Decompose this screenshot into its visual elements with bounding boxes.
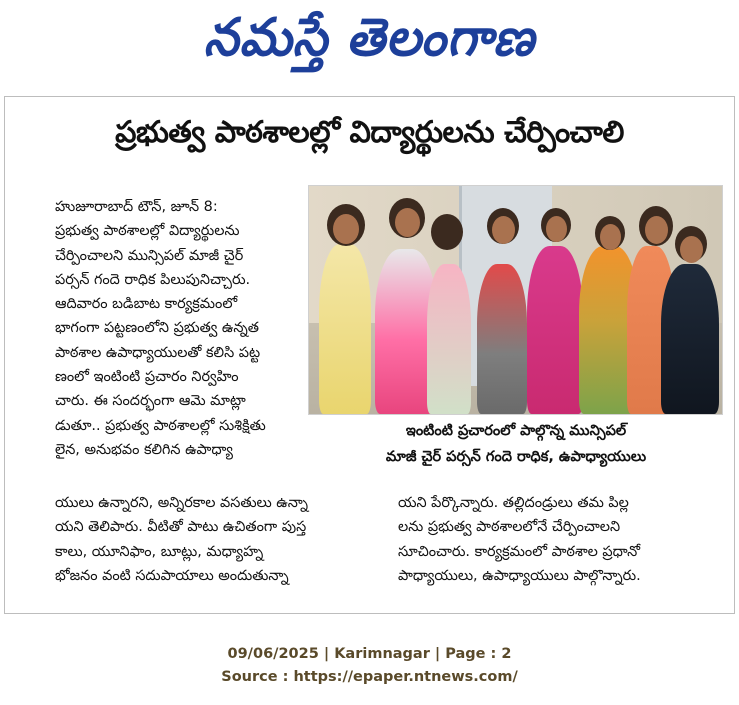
body-line: యని పేర్కొన్నారు. తల్లిదండ్రులు తమ పిల్ల <box>398 495 629 511</box>
caption-line: ఇంటింటి ప్రచారంలో పాల్గొన్న మున్సిపల్ <box>405 423 627 439</box>
body-line: చేర్పించాలని మున్సిపల్ మాజీ చైర్ <box>55 247 244 264</box>
body-line: భాగంగా పట్టణంలోని ప్రభుత్వ ఉన్నత <box>55 320 259 337</box>
photo-person <box>477 264 527 414</box>
footer-date-edition: 09/06/2025 | Karimnagar | Page : 2 <box>227 646 512 662</box>
body-line: లైన, అనుభవం కలిగిన ఉపాధ్యా <box>55 441 233 458</box>
body-line: లను ప్రభుత్వ పాఠశాలలోనే చేర్పించాలని <box>398 519 621 536</box>
body-line: హుజూరాబాద్ టౌన్, జూన్ 8: <box>55 199 218 215</box>
article-right-column <box>398 491 722 588</box>
photo-person-head <box>431 214 463 250</box>
body-line: సూచించారు. కార్యక్రమంలో పాఠశాల ప్రధానో <box>398 543 641 560</box>
newspaper-title: నమస్తే తెలంగాణ <box>203 8 536 68</box>
body-line: పర్సన్ గందె రాధిక పిలుపునిచ్చారు. <box>55 271 251 288</box>
photo-person-face <box>492 216 515 244</box>
body-line: చారు. ఈ సందర్భంగా ఆమె మాట్లా <box>55 393 246 410</box>
photo-person-face <box>333 214 359 244</box>
masthead <box>0 0 739 78</box>
body-line: ప్రభుత్వ పాఠశాలల్లో విద్యార్థులను <box>55 223 240 240</box>
caption-line: మాజీ చైర్ పర్సన్ గందె రాధిక, ఉపాధ్యాయులు <box>385 449 647 465</box>
body-line: పాఠశాల ఉపాధ్యాయులతో కలిసి పట్ట <box>55 344 261 361</box>
photo-caption <box>310 418 722 470</box>
body-line: డుతూ.. ప్రభుత్వ పాఠశాలల్లో సుశిక్షితు <box>55 417 266 434</box>
photo-person-face <box>546 216 567 242</box>
photo-person <box>661 264 719 414</box>
photo-person <box>319 244 371 414</box>
body-line: యని తెలిపారు. వీటితో పాటు ఉచితంగా పుస్త <box>55 519 307 536</box>
photo-person-face <box>395 208 420 237</box>
body-line: కాలు, యూనిఫాం, బూట్లు, మధ్యాహ్న <box>55 543 264 560</box>
photo-person-face <box>645 216 668 244</box>
article-clipping <box>4 96 735 614</box>
body-line: ణంలో ఇంటింటి ప్రచారం నిర్వహిం <box>55 369 239 386</box>
article-photo <box>308 185 723 415</box>
body-line: భోజనం వంటి సదుపాయాలు అందుతున్నా <box>55 567 289 584</box>
photo-person-face <box>600 224 621 250</box>
body-line: యులు ఉన్నారని, అన్నిరకాల వసతులు ఉన్నా <box>55 495 309 511</box>
photo-person <box>527 246 583 414</box>
photo-person <box>427 264 471 414</box>
body-line: ఆదివారం బడిబాట కార్యక్రమంలో <box>55 296 238 313</box>
footer-source-link[interactable]: Source : https://epaper.ntnews.com/ <box>221 669 518 685</box>
photo-person-face <box>680 236 703 263</box>
article-headline: ప్రభుత్వ పాఠశాలల్లో విద్యార్థులను చేర్పించాలి <box>115 115 624 150</box>
body-line: పాధ్యాయులు, ఉపాధ్యాయులు పాల్గొన్నారు. <box>398 567 641 584</box>
article-bottom-left-column <box>55 491 355 588</box>
